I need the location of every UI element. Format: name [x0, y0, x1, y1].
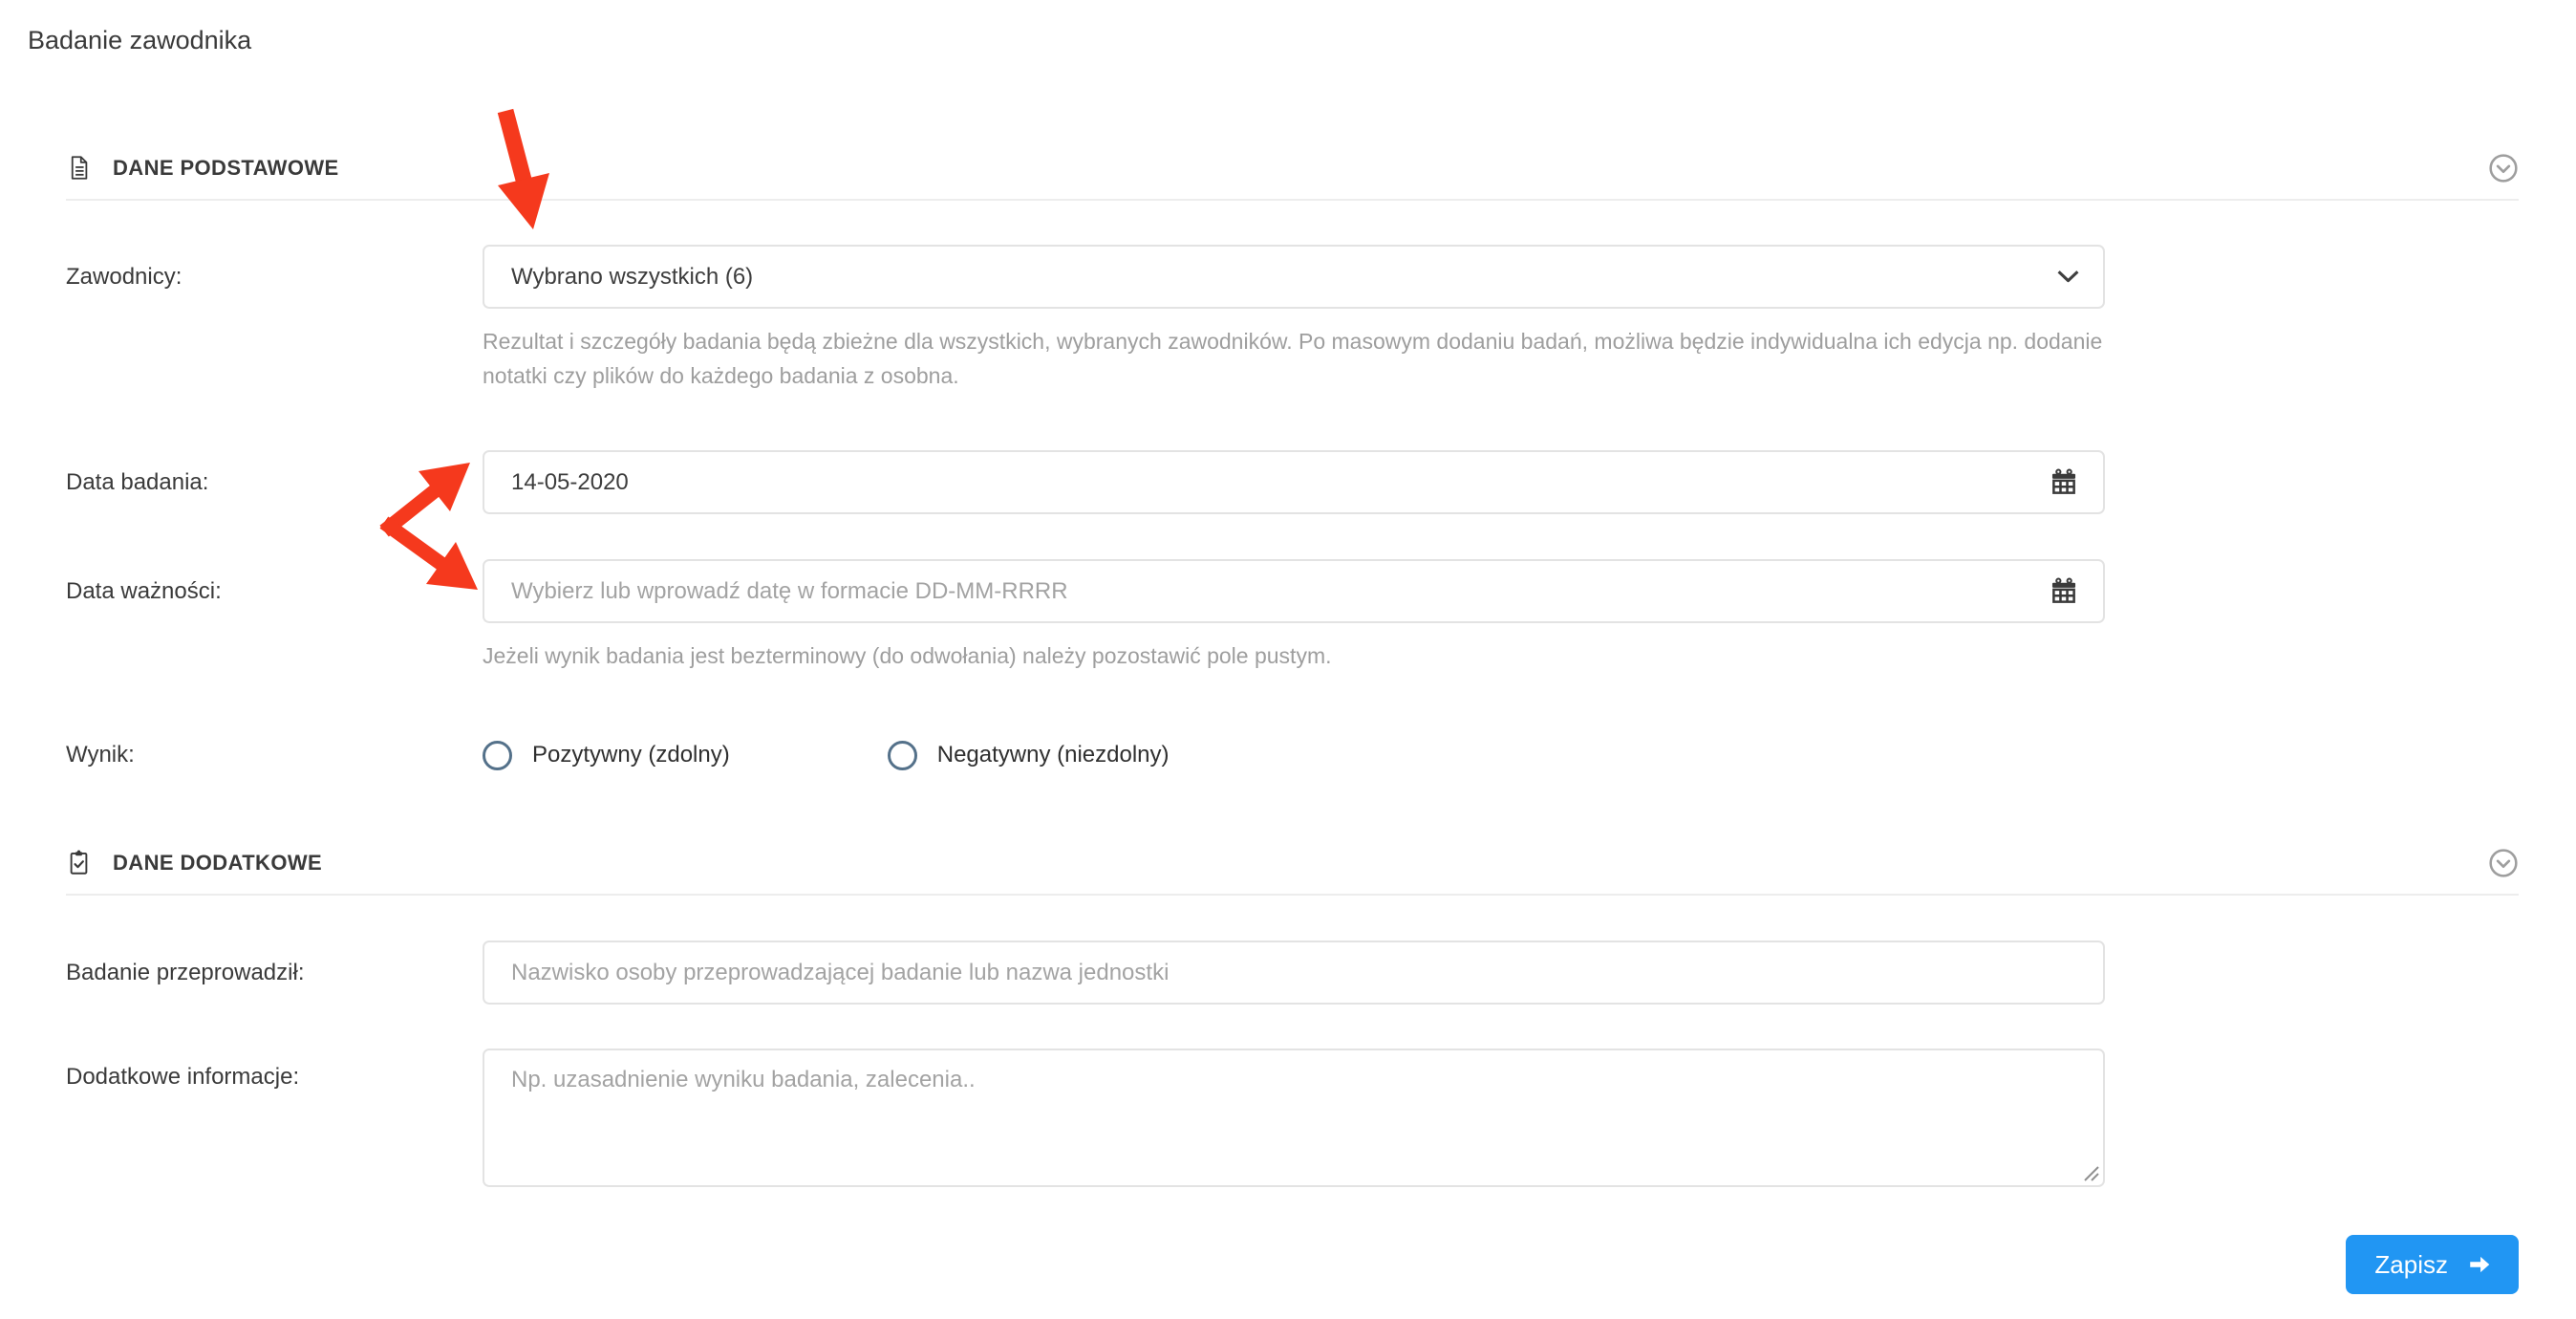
resize-handle-icon[interactable]: [2079, 1161, 2100, 1182]
radio-label: Pozytywny (zdolny): [532, 742, 730, 768]
calendar-icon[interactable]: [2048, 575, 2080, 608]
data-badania-field: [483, 450, 2105, 514]
row-data-badania: [66, 450, 2519, 514]
zawodnicy-helper-text: Rezultat i szczegóły badania będą zbieżne dla wszystkich, wybranych zawodników. Po masowym dodaniu badań, możliwa będzie indywidualna ich edycja np. dodanie notatki czy plików do każdego badania z osobna.: [483, 329, 2103, 388]
data-waznosci-helper-text: Jeżeli wynik badania jest bezterminowy (do odwołania) należy pozostawić pole pustym.: [483, 643, 1332, 668]
row-badanie-przeprowadzil: [66, 941, 2519, 1005]
row-wynik: [66, 740, 2519, 770]
save-button[interactable]: [2346, 1235, 2519, 1294]
zawodnicy-label: Zawodnicy:: [66, 263, 182, 290]
data-waznosci-input[interactable]: [511, 578, 2048, 605]
section-title: DANE DODATKOWE: [113, 850, 323, 875]
form-container: [66, 137, 2519, 1294]
page-title: Badanie zawodnika: [28, 26, 252, 54]
arrow-right-icon: [2465, 1252, 2494, 1277]
dodatkowe-informacje-label: Dodatkowe informacje:: [66, 1064, 300, 1090]
zawodnicy-select[interactable]: [483, 245, 2105, 309]
radio-label: Negatywny (niezdolny): [936, 742, 1170, 768]
wynik-label: Wynik:: [66, 742, 135, 768]
chevron-down-circle-icon: [2488, 153, 2519, 184]
collapse-section-button[interactable]: [2488, 848, 2519, 878]
badanie-przeprowadzil-field: [483, 941, 2105, 1005]
save-button-label: Zapisz: [2374, 1249, 2448, 1279]
radio-option-pozytywny[interactable]: [483, 741, 730, 770]
section-header-dane-podstawowe: [66, 137, 2519, 201]
data-waznosci-label: Data ważności:: [66, 577, 222, 604]
row-dodatkowe-informacje: [66, 1049, 2519, 1187]
radio-button-icon[interactable]: [483, 741, 512, 770]
radio-button-icon[interactable]: [888, 741, 917, 770]
chevron-down-icon: [2056, 270, 2080, 284]
section-title: DANE PODSTAWOWE: [113, 155, 339, 180]
clipboard-check-icon: [66, 847, 92, 878]
document-icon: [66, 152, 92, 184]
row-data-waznosci: [66, 559, 2519, 673]
wynik-radio-group: [483, 741, 1170, 770]
radio-option-negatywny[interactable]: [888, 741, 1170, 770]
dodatkowe-informacje-textarea[interactable]: [483, 1049, 2105, 1187]
data-badania-label: Data badania:: [66, 468, 209, 495]
section-header-dane-dodatkowe: [66, 832, 2519, 896]
badanie-przeprowadzil-input[interactable]: [511, 960, 2080, 986]
data-badania-input[interactable]: [511, 469, 2048, 496]
badanie-przeprowadzil-label: Badanie przeprowadził:: [66, 959, 305, 985]
calendar-icon[interactable]: [2048, 466, 2080, 499]
collapse-section-button[interactable]: [2488, 153, 2519, 184]
zawodnicy-selected-value: Wybrano wszystkich (6): [511, 263, 754, 290]
chevron-down-circle-icon: [2488, 848, 2519, 878]
data-waznosci-field: [483, 559, 2105, 623]
row-zawodnicy: [66, 245, 2519, 393]
